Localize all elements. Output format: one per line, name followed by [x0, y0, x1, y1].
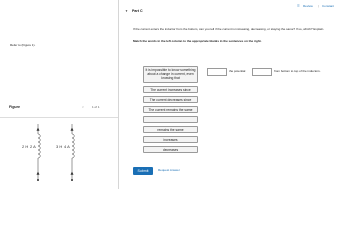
- inductor1-value: 2 H: [22, 144, 29, 149]
- word-impossible[interactable]: It is impossible to know something about a change in current, even knowing that: [143, 66, 198, 83]
- word-remains-the-same[interactable]: remains the same: [143, 126, 198, 133]
- constants-link[interactable]: Constant: [322, 4, 335, 8]
- submit-button[interactable]: Submit: [133, 167, 153, 175]
- word-decreases-since[interactable]: The current decreases since: [143, 96, 198, 103]
- review-link[interactable]: Review: [303, 4, 313, 8]
- blank-2[interactable]: [252, 68, 272, 76]
- collapse-chevron-icon[interactable]: ▼: [125, 9, 128, 13]
- question-text: If the current enters the inductor from the bottom, can you tell if the current is increasing, decreasing, or staying the same? If so, which? Explain.: [133, 27, 325, 31]
- figure-prev-icon[interactable]: <: [82, 105, 84, 109]
- word-remains-same-sentence[interactable]: The current remains the same: [143, 106, 198, 113]
- inductor2-value: 3 H: [56, 144, 63, 149]
- figure-pagination: 1 of 1: [92, 105, 100, 109]
- blank-1[interactable]: [207, 68, 227, 76]
- review-icon[interactable]: ☰: [297, 4, 300, 8]
- sentence-part1: the potential: [229, 69, 246, 73]
- request-answer-link[interactable]: Request Answer: [158, 168, 180, 172]
- inductor-figure: [20, 122, 110, 186]
- word-decreases[interactable]: decreases: [143, 146, 198, 153]
- word-increases[interactable]: increases: [143, 136, 198, 143]
- inductor2-current: 4 A: [64, 144, 70, 149]
- panel-divider: [118, 0, 119, 189]
- figure-label: Figure: [9, 105, 20, 109]
- word-increases-since[interactable]: The current increases since: [143, 86, 198, 93]
- refer-text: Refer to (Figure 1).: [10, 43, 36, 47]
- header-bar: [0, 0, 350, 12]
- header-separator: |: [318, 4, 319, 8]
- figure-divider: [0, 117, 118, 118]
- word-empty[interactable]: [143, 116, 198, 123]
- part-title: Part C: [132, 9, 143, 13]
- inductor1-current: 2 A: [30, 144, 36, 149]
- sentence-part2: from bottom to top of the inductors.: [274, 69, 321, 73]
- instruction-text: Match the words in the left column to the appropriate blanks in the sentences on the right.: [133, 39, 262, 43]
- inductor-2: [71, 124, 74, 181]
- inductor-1: [37, 124, 40, 181]
